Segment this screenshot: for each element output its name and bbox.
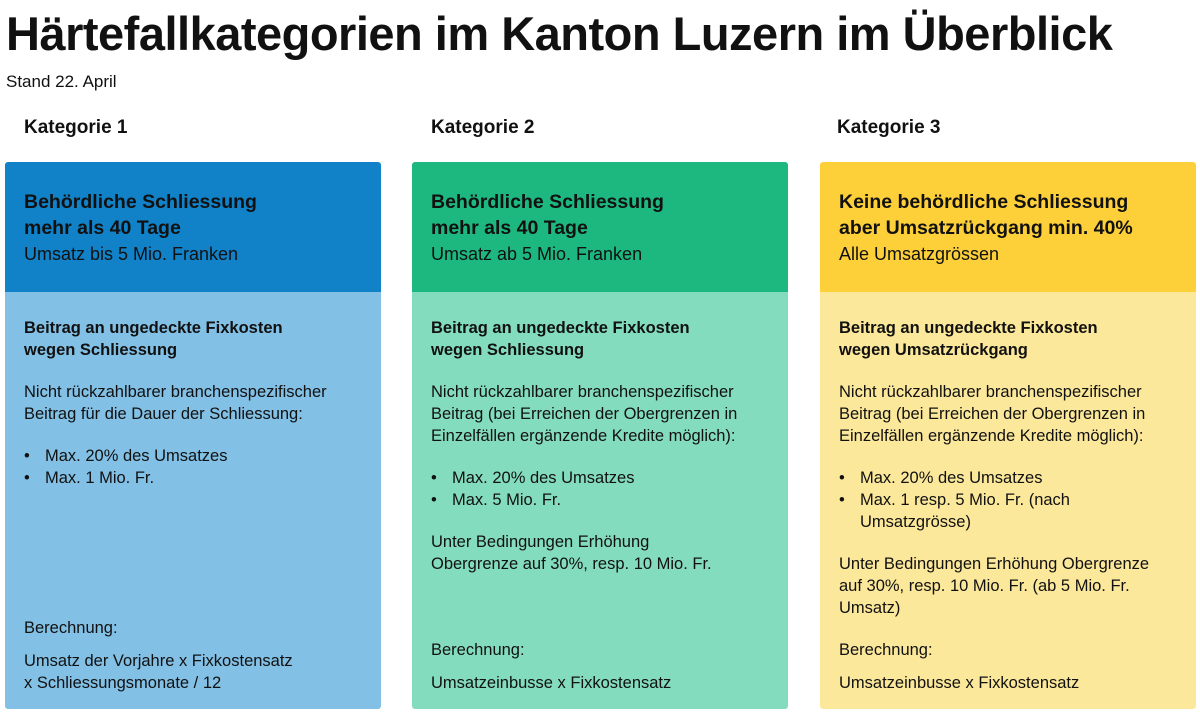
bullet-list xyxy=(431,467,770,511)
card-heading-line: aber Umsatzrückgang min. 40% xyxy=(839,217,1133,239)
description-line: Nicht rückzahlbarer branchenspezifischer xyxy=(24,383,327,401)
kategorie-1-body xyxy=(5,292,381,709)
description xyxy=(839,381,1178,447)
body-title-line: wegen Schliessung xyxy=(24,341,178,359)
card-heading-line: Behördliche Schliessung xyxy=(431,191,664,213)
calculation-line: Umsatzeinbusse x Fixkostensatz xyxy=(839,674,1080,692)
extra-note-line: Unter Bedingungen Erhöhung Obergrenze xyxy=(839,555,1150,573)
kategorie-3-body xyxy=(820,292,1196,709)
extra-note xyxy=(431,531,770,575)
extra-note-line: Obergrenze auf 30%, resp. 10 Mio. Fr. xyxy=(431,555,712,573)
bullet-list xyxy=(839,467,1178,533)
bullet-item: • Max. 1 resp. 5 Mio. Fr. (nach xyxy=(839,489,1178,511)
kategorie-3-header xyxy=(820,162,1196,292)
calculation-text xyxy=(431,672,671,694)
calculation-text xyxy=(839,672,1079,694)
description-line: Nicht rückzahlbarer branchenspezifischer xyxy=(431,383,734,401)
description-line: Beitrag (bei Erreichen der Obergrenzen in xyxy=(431,405,738,423)
kategorie-1-label: Kategorie 1 xyxy=(24,117,128,138)
bullet-item: • Max. 20% des Umsatzes xyxy=(839,467,1178,489)
extra-note xyxy=(839,553,1178,619)
bullet-item: • Max. 20% des Umsatzes xyxy=(24,445,363,467)
card-heading-line: mehr als 40 Tage xyxy=(431,217,588,239)
calculation-label: Berechnung: xyxy=(839,641,933,659)
calculation-label: Berechnung: xyxy=(24,619,118,637)
body-title-line: wegen Schliessung xyxy=(431,341,585,359)
kategorie-2-header xyxy=(412,162,788,292)
extra-note-line: Umsatz) xyxy=(839,599,901,617)
kategorie-3-label: Kategorie 3 xyxy=(837,117,941,138)
body-title-line: Beitrag an ungedeckte Fixkosten xyxy=(431,319,690,337)
bullet-item: • Max. 1 Mio. Fr. xyxy=(24,467,363,489)
description xyxy=(24,381,363,425)
kategorie-1-card xyxy=(5,162,381,709)
body-title-line: Beitrag an ungedeckte Fixkosten xyxy=(839,319,1098,337)
calculation-line: Umsatz der Vorjahre x Fixkostensatz xyxy=(24,652,293,670)
card-heading-sub: Alle Umsatzgrössen xyxy=(839,244,1000,264)
body-title-line: Beitrag an ungedeckte Fixkosten xyxy=(24,319,283,337)
description-line: Einzelfällen ergänzende Kredite möglich): xyxy=(431,427,736,445)
card-heading-line: Keine behördliche Schliessung xyxy=(839,191,1129,213)
extra-note-line: auf 30%, resp. 10 Mio. Fr. (ab 5 Mio. Fr. xyxy=(839,577,1130,595)
card-heading-sub: Umsatz bis 5 Mio. Franken xyxy=(24,244,239,264)
calculation-line: x Schliessungsmonate / 12 xyxy=(24,674,222,692)
description-line: Nicht rückzahlbarer branchenspezifischer xyxy=(839,383,1142,401)
description xyxy=(431,381,770,447)
calculation-label: Berechnung: xyxy=(431,641,525,659)
bullet-list xyxy=(24,445,363,489)
kategorie-2-card xyxy=(412,162,788,709)
description-line: Beitrag für die Dauer der Schliessung: xyxy=(24,405,303,423)
description-line: Einzelfällen ergänzende Kredite möglich): xyxy=(839,427,1144,445)
calculation-line: Umsatzeinbusse x Fixkostensatz xyxy=(431,674,672,692)
card-heading-sub: Umsatz ab 5 Mio. Franken xyxy=(431,244,643,264)
kategorie-2-body xyxy=(412,292,788,709)
page-subtitle: Stand 22. April xyxy=(6,72,117,91)
description-line: Beitrag (bei Erreichen der Obergrenzen in xyxy=(839,405,1146,423)
bullet-continuation: Umsatzgrösse) xyxy=(860,513,971,531)
kategorie-2-label: Kategorie 2 xyxy=(431,117,535,138)
kategorie-1-header xyxy=(5,162,381,292)
extra-note-line: Unter Bedingungen Erhöhung xyxy=(431,533,650,551)
body-title-line: wegen Umsatzrückgang xyxy=(839,341,1028,359)
calculation-text xyxy=(24,650,293,694)
kategorie-3-card xyxy=(820,162,1196,709)
bullet-item: • Max. 20% des Umsatzes xyxy=(431,467,770,489)
bullet-item: • Max. 5 Mio. Fr. xyxy=(431,489,770,511)
card-heading-line: mehr als 40 Tage xyxy=(24,217,181,239)
card-heading-line: Behördliche Schliessung xyxy=(24,191,257,213)
page-title: Härtefallkategorien im Kanton Luzern im Überblick xyxy=(6,7,1113,60)
